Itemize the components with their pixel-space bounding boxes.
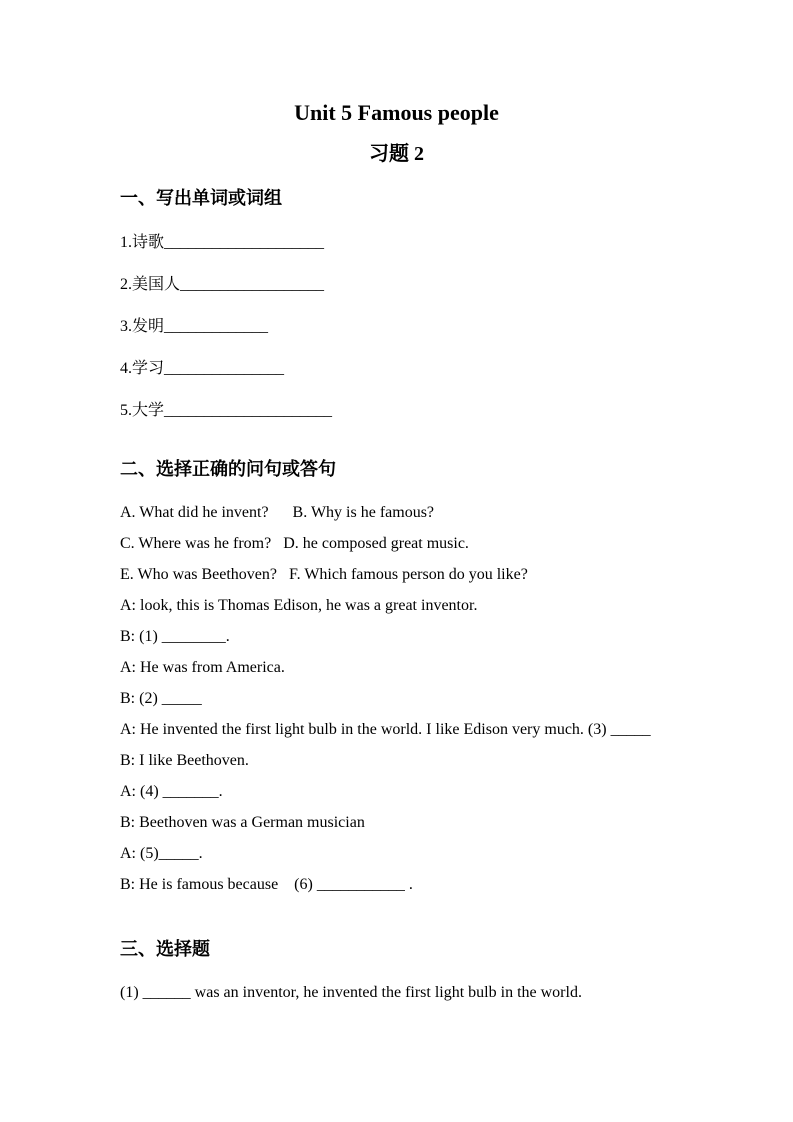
dialogue xyxy=(120,596,703,895)
vocab-item-1: 1.诗歌____________________ xyxy=(120,234,325,251)
question-line-1: (1) ______ was an inventor, he invented the first light bulb in the world. xyxy=(120,984,582,1001)
vocab-item-5: 5.大学_____________________ xyxy=(120,402,333,419)
section-3-heading: 三、选择题 xyxy=(120,939,210,959)
dialogue-line: B: I like Beethoven. xyxy=(120,752,249,769)
dialogue-line: A: He was from America. xyxy=(120,659,285,676)
document-body xyxy=(120,186,703,1003)
option-line-ef: E. Who was Beethoven? F. Which famous person do you like? xyxy=(120,566,528,583)
vocab-list xyxy=(120,233,703,421)
page-subtitle: 习题 2 xyxy=(369,143,424,165)
vocab-item-3: 3.发明_____________ xyxy=(120,318,269,335)
page-title: Unit 5 Famous people xyxy=(294,100,499,125)
dialogue-line: A: (4) _______. xyxy=(120,783,223,800)
option-lines xyxy=(120,503,703,585)
vocab-item-4: 4.学习_______________ xyxy=(120,360,285,377)
dialogue-line: B: (1) ________. xyxy=(120,628,230,645)
section-2-heading: 二、选择正确的问句或答句 xyxy=(120,459,336,479)
dialogue-line: B: Beethoven was a German musician xyxy=(120,814,365,831)
choice-questions xyxy=(120,983,703,1003)
dialogue-line: A: look, this is Thomas Edison, he was a great inventor. xyxy=(120,597,478,614)
option-line-ab: A. What did he invent? B. Why is he famous? xyxy=(120,504,435,521)
vocab-item-2: 2.美国人__________________ xyxy=(120,276,325,293)
dialogue-line: A: He invented the first light bulb in the world. I like Edison very much. (3) _____ xyxy=(120,721,651,738)
dialogue-line: B: He is famous because (6) ___________ . xyxy=(120,876,413,893)
option-line-cd: C. Where was he from? D. he composed great music. xyxy=(120,535,469,552)
dialogue-line: A: (5)_____. xyxy=(120,845,203,862)
section-1-heading: 一、写出单词或词组 xyxy=(120,188,282,208)
dialogue-line: B: (2) _____ xyxy=(120,690,202,707)
